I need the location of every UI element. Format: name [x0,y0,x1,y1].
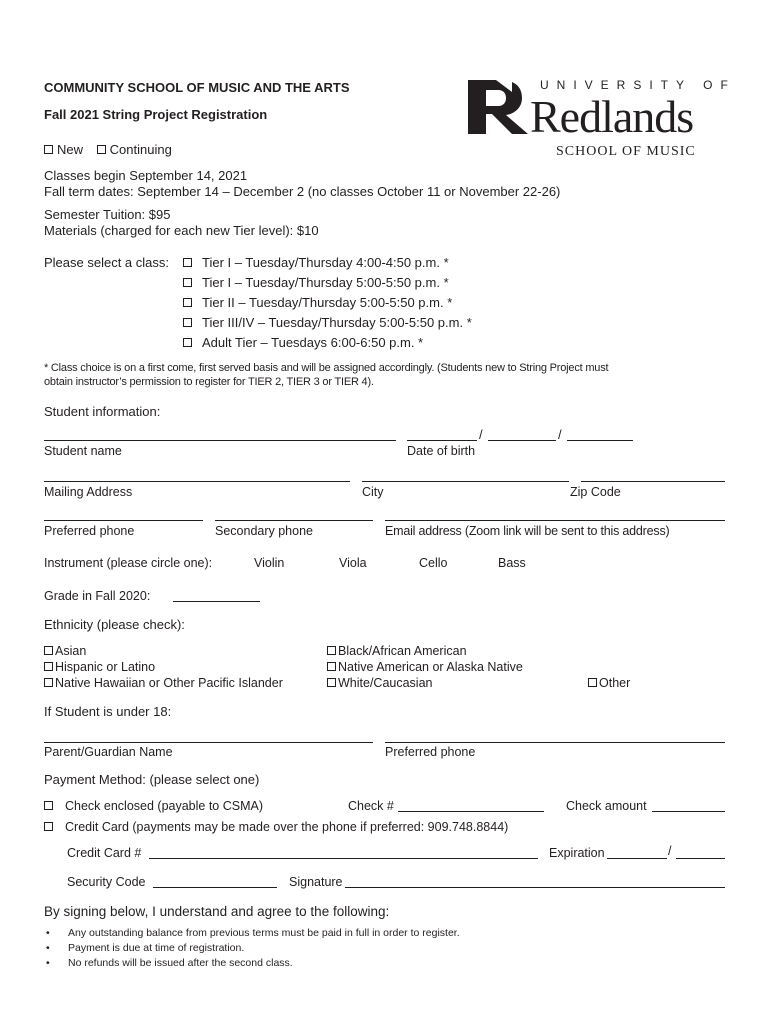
class-option-4[interactable] [183,335,423,351]
class-note-line1: * Class choice is on a first come, first served basis and will be assigned accordingly. (Students new to String Project must [44,362,609,374]
ethnicity-label: Other [599,676,631,690]
logo-school-of-music: SCHOOL OF MUSIC [556,144,696,159]
check-checkbox[interactable] [44,801,53,810]
ethnicity-option[interactable] [44,675,283,691]
address-label: Mailing Address [44,485,133,499]
email-label: Email address (Zoom link will be sent to this address) [385,524,670,538]
city-label: City [362,485,384,499]
ethnicity-checkbox[interactable] [44,678,53,687]
ethnicity-label: Native Hawaiian or Other Pacific Islander [55,676,283,690]
secondary-phone-input[interactable] [215,520,373,521]
guardian-phone-label: Preferred phone [385,745,476,759]
ethnicity-label: Hispanic or Latino [55,660,156,674]
agreement-heading: By signing below, I understand and agree to the following: [44,904,390,919]
class-checkbox[interactable] [183,278,192,287]
ethnicity-checkbox[interactable] [44,662,53,671]
student-info-heading: Student information: [44,404,161,419]
ethnicity-option[interactable] [44,659,155,675]
zip-label: Zip Code [570,485,621,499]
materials: Materials (charged for each new Tier level): $10 [44,223,319,238]
city-input[interactable] [362,481,569,482]
card-number-input[interactable] [149,858,538,859]
ethnicity-checkbox[interactable] [327,678,336,687]
class-checkbox[interactable] [183,318,192,327]
ethnicity-option[interactable] [44,643,86,659]
security-code-input[interactable] [153,887,277,888]
instrument-label: Instrument (please circle one): [44,556,213,570]
check-number-input[interactable] [398,811,544,812]
zip-input[interactable] [581,481,725,482]
grade-label: Grade in Fall 2020: [44,589,151,603]
logo-redlands: Redlands [530,91,694,142]
dob-year-input[interactable] [567,440,633,441]
expiration-month-input[interactable] [607,858,667,859]
guardian-phone-input[interactable] [385,742,725,743]
payment-check-option[interactable] [44,798,263,814]
ethnicity-checkbox[interactable] [327,662,336,671]
security-code-label: Security Code [67,875,146,889]
dob-month-input[interactable] [407,440,477,441]
class-option-3[interactable] [183,315,472,331]
class-note-line2: obtain instructor’s permission to register for TIER 2, TIER 3 or TIER 4). [44,376,374,388]
class-option-label: Tier I – Tuesday/Thursday 5:00-5:50 p.m. * [202,275,449,290]
class-checkbox[interactable] [183,258,192,267]
ethnicity-label: White/Caucasian [338,676,433,690]
check-amount-label: Check amount [566,799,647,813]
status-choice [44,142,172,158]
class-option-label: Tier I – Tuesday/Thursday 4:00-4:50 p.m. * [202,255,449,270]
agreement-item: • Any outstanding balance from previous terms must be paid in full in order to register. [44,926,460,941]
signature-label: Signature [289,875,343,889]
class-checkbox[interactable] [183,338,192,347]
ethnicity-option[interactable] [588,675,630,691]
agreement-item: • No refunds will be issued after the second class. [44,956,460,971]
class-option-0[interactable] [183,255,449,271]
secondary-phone-label: Secondary phone [215,524,313,538]
ethnicity-option[interactable] [327,643,467,659]
dob-label: Date of birth [407,444,476,458]
instrument-cello[interactable]: Cello [419,556,448,570]
class-checkbox[interactable] [183,298,192,307]
dob-slash: / [558,427,562,442]
class-option-label: Adult Tier – Tuesdays 6:00-6:50 p.m. * [202,335,424,350]
class-option-label: Tier II – Tuesday/Thursday 5:00-5:50 p.m. * [202,295,453,310]
credit-label: Credit Card (payments may be made over the phone if preferred: 909.748.8844) [65,820,509,834]
org-title: COMMUNITY SCHOOL OF MUSIC AND THE ARTS [44,80,350,95]
dob-slash: / [479,427,483,442]
address-input[interactable] [44,481,350,482]
term-dates: Fall term dates: September 14 – December 2 (no classes October 11 or November 22-26) [44,184,561,199]
grade-input[interactable] [173,601,260,602]
guardian-name-label: Parent/Guardian Name [44,745,173,759]
ethnicity-label: Asian [55,644,87,658]
ethnicity-option[interactable] [327,675,433,691]
continuing-label: Continuing [109,142,172,157]
new-checkbox[interactable] [44,145,53,154]
ethnicity-checkbox[interactable] [327,646,336,655]
preferred-phone-input[interactable] [44,520,203,521]
email-input[interactable] [385,520,725,521]
card-number-label: Credit Card # [67,846,142,860]
instrument-violin[interactable]: Violin [254,556,285,570]
expiration-label: Expiration [549,846,605,860]
student-name-label: Student name [44,444,122,458]
expiration-slash: / [668,844,672,858]
agreement-list [44,926,460,971]
ethnicity-option[interactable] [327,659,523,675]
payment-heading: Payment Method: (please select one) [44,772,260,787]
guardian-name-input[interactable] [44,742,373,743]
instrument-bass[interactable]: Bass [498,556,526,570]
class-option-label: Tier III/IV – Tuesday/Thursday 5:00-5:50 p.m. * [202,315,472,330]
credit-checkbox[interactable] [44,822,53,831]
new-label: New [57,142,84,157]
ethnicity-label: Native American or Alaska Native [338,660,523,674]
form-title: Fall 2021 String Project Registration [44,107,268,122]
preferred-phone-label: Preferred phone [44,524,135,538]
redlands-r-logo-icon [466,78,530,136]
check-number-label: Check # [348,799,394,813]
continuing-checkbox[interactable] [97,145,106,154]
ethnicity-heading: Ethnicity (please check): [44,617,185,632]
class-option-1[interactable] [183,275,449,291]
ethnicity-checkbox[interactable] [44,646,53,655]
tuition: Semester Tuition: $95 [44,207,171,222]
class-option-2[interactable] [183,295,452,311]
instrument-viola[interactable]: Viola [339,556,367,570]
guardian-heading: If Student is under 18: [44,704,172,719]
dob-day-input[interactable] [488,440,556,441]
check-amount-input[interactable] [652,811,725,812]
classes-begin: Classes begin September 14, 2021 [44,168,248,183]
class-select-label: Please select a class: [44,255,170,270]
expiration-year-input[interactable] [676,858,725,859]
signature-input[interactable] [345,887,725,888]
logo-university-of: UNIVERSITY OF [540,78,736,92]
ethnicity-checkbox[interactable] [588,678,597,687]
agreement-item: • Payment is due at time of registration. [44,941,460,956]
ethnicity-label: Black/African American [338,644,467,658]
check-label: Check enclosed (payable to CSMA) [65,799,264,813]
payment-credit-option[interactable] [44,819,508,835]
student-name-input[interactable] [44,440,396,441]
